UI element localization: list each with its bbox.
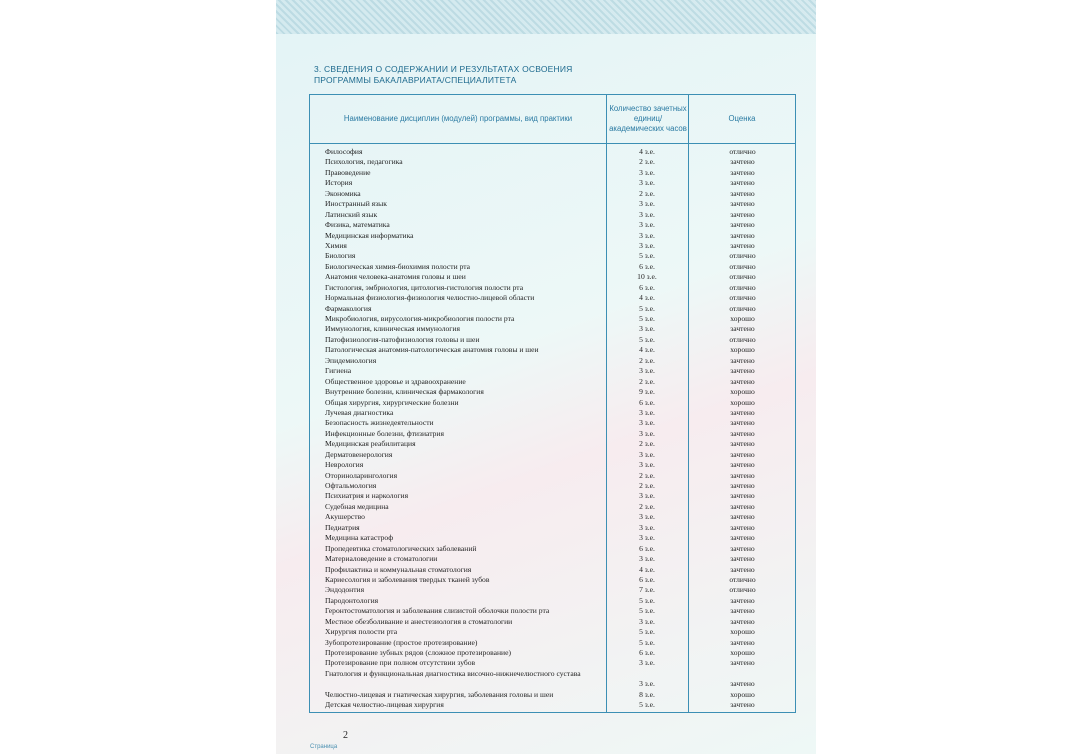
table-row — [310, 460, 795, 470]
grade-value: зачтено — [730, 439, 755, 449]
grade-value: хорошо — [730, 397, 755, 407]
credit-units: 9 з.е. — [639, 387, 655, 397]
discipline-name: Неврология — [325, 460, 364, 470]
credit-units: 3 з.е. — [639, 533, 655, 543]
discipline-name: Лучевая диагностика — [325, 407, 394, 417]
grade-value: зачтено — [730, 418, 755, 428]
table-row — [310, 638, 795, 648]
grade-value: зачтено — [730, 376, 755, 386]
grade-value: зачтено — [730, 209, 755, 219]
credit-units: 3 з.е. — [639, 522, 655, 532]
discipline-name: Офтальмология — [325, 481, 377, 490]
table-row — [310, 700, 795, 710]
credit-units: 4 з.е. — [639, 147, 655, 156]
discipline-name: Детская челюстно-лицевая хирургия — [325, 700, 444, 710]
credit-units: 3 з.е. — [639, 554, 655, 564]
credit-units: 3 з.е. — [639, 512, 655, 522]
discipline-name: Протезирование зубных рядов (сложное протезирование) — [325, 648, 512, 657]
grade-value: хорошо — [730, 314, 755, 323]
credit-units: 6 з.е. — [639, 397, 655, 407]
credit-units: 2 з.е. — [639, 501, 655, 511]
discipline-name: Материаловедение в стоматологии — [325, 554, 438, 564]
credit-units: 6 з.е. — [639, 543, 655, 553]
grade-value: зачтено — [730, 428, 755, 438]
grade-value: зачтено — [730, 512, 755, 522]
grade-value: зачтено — [730, 407, 755, 417]
discipline-name: Зубопротезирование (простое протезирование) — [325, 637, 478, 647]
table-row — [310, 627, 795, 637]
grade-value: отлично — [729, 303, 756, 313]
discipline-name: Латинский язык — [325, 209, 378, 219]
credit-units: 3 з.е. — [639, 209, 655, 219]
table-row — [310, 565, 795, 575]
grade-value: зачтено — [730, 533, 755, 543]
discipline-name: Профилактика и коммунальная стоматология — [325, 564, 472, 574]
table-row — [310, 210, 795, 220]
credit-units: 5 з.е. — [639, 251, 655, 261]
table-row — [310, 304, 795, 314]
grade-value: зачтено — [730, 606, 755, 616]
credit-units: 8 з.е. — [639, 689, 655, 699]
discipline-name: Геронтостоматология и заболевания слизистой оболочки полости рта — [325, 606, 550, 616]
header-credit-units: Количество зачетных единиц/ академических часов — [606, 95, 689, 143]
credit-units: 3 з.е. — [639, 366, 655, 376]
discipline-name: Психология, педагогика — [325, 157, 403, 167]
discipline-name: Фармакология — [325, 303, 372, 313]
table-row — [310, 648, 795, 658]
grade-value: отлично — [729, 574, 756, 584]
grade-value: зачтено — [730, 543, 755, 553]
table-row — [310, 356, 795, 366]
grade-value: отлично — [729, 334, 756, 344]
table-row — [310, 690, 795, 700]
discipline-name: Гистология, эмбриология, цитология-гистология полости рта — [325, 282, 524, 292]
table-row — [310, 251, 795, 261]
table-row — [310, 283, 795, 293]
grade-value: зачтено — [730, 460, 755, 470]
discipline-name: Местное обезболивание и анестезиология в стоматологии — [325, 616, 513, 626]
discipline-name: Оториноларингология — [325, 470, 398, 480]
heading-line-2: ПРОГРАММЫ БАКАЛАВРИАТА/СПЕЦИАЛИТЕТА — [314, 75, 517, 85]
security-pattern — [276, 0, 816, 34]
credit-units: 6 з.е. — [639, 648, 655, 657]
table-row — [310, 157, 795, 167]
table-row — [310, 575, 795, 585]
table-row — [310, 617, 795, 627]
table-row — [310, 314, 795, 324]
credit-units: 3 з.е. — [639, 658, 655, 668]
table-row — [310, 491, 795, 501]
table-row — [310, 429, 795, 439]
credit-units: 3 з.е. — [639, 616, 655, 626]
discipline-name: Челюстно-лицевая и гнатическая хирургия, заболевания головы и шеи — [325, 689, 554, 699]
credit-units: 3 з.е. — [639, 460, 655, 470]
table-row — [310, 398, 795, 408]
table-row — [310, 220, 795, 230]
grade-value: хорошо — [730, 387, 755, 397]
table-row — [310, 606, 795, 616]
discipline-name: Дерматовенерология — [325, 449, 393, 459]
discipline-name: Судебная медицина — [325, 501, 389, 511]
table-row — [310, 387, 795, 397]
table-row — [310, 345, 795, 355]
table-row — [310, 669, 795, 690]
heading-line-1: 3. СВЕДЕНИЯ О СОДЕРЖАНИИ И РЕЗУЛЬТАТАХ ОСВОЕНИЯ — [314, 64, 573, 74]
discipline-name: Пародонтология — [325, 595, 379, 605]
credit-units: 7 з.е. — [639, 585, 655, 595]
discipline-name: Химия — [325, 240, 347, 250]
header-grade: Оценка — [688, 95, 795, 143]
grade-value: зачтено — [730, 595, 755, 605]
grade-value: зачтено — [730, 637, 755, 647]
diploma-page — [276, 0, 816, 754]
discipline-name: Биологическая химия-биохимия полости рта — [325, 261, 471, 271]
table-body — [310, 147, 795, 711]
credit-units: 6 з.е. — [639, 282, 655, 292]
table-row — [310, 481, 795, 491]
credit-units: 5 з.е. — [639, 334, 655, 344]
discipline-name: Философия — [325, 147, 363, 156]
table-row — [310, 189, 795, 199]
credit-units: 2 з.е. — [639, 188, 655, 198]
table-row — [310, 377, 795, 387]
discipline-name: Эндодонтия — [325, 585, 365, 595]
table-row — [310, 293, 795, 303]
credit-units: 2 з.е. — [639, 157, 655, 167]
grade-value: зачтено — [730, 449, 755, 459]
grade-value: отлично — [729, 147, 756, 156]
credit-units: 3 з.е. — [639, 679, 655, 689]
table-row — [310, 554, 795, 564]
grade-value: зачтено — [730, 188, 755, 198]
credit-units: 3 з.е. — [639, 418, 655, 428]
table-row — [310, 366, 795, 376]
table-row — [310, 178, 795, 188]
grade-value: зачтено — [730, 240, 755, 250]
discipline-name: Педиатрия — [325, 522, 360, 532]
grade-value: зачтено — [730, 157, 755, 167]
page-label: Страница — [310, 744, 338, 750]
grade-value: зачтено — [730, 470, 755, 480]
credit-units: 3 з.е. — [639, 407, 655, 417]
discipline-name: Правоведение — [325, 167, 371, 177]
discipline-name: Внутренние болезни, клиническая фармакология — [325, 387, 484, 397]
table-row — [310, 272, 795, 282]
table-row — [310, 147, 795, 157]
table-row — [310, 450, 795, 460]
grade-value: зачтено — [730, 658, 755, 668]
credit-units: 3 з.е. — [639, 428, 655, 438]
grade-value: отлично — [729, 251, 756, 261]
discipline-name: Медицинская информатика — [325, 230, 414, 240]
discipline-name: Акушерство — [325, 512, 365, 522]
discipline-name: Иностранный язык — [325, 199, 387, 209]
discipline-name: Экономика — [325, 188, 361, 198]
discipline-name: Кариесология и заболевания твердых тканей зубов — [325, 574, 490, 584]
grades-table — [309, 94, 796, 713]
credit-units: 3 з.е. — [639, 230, 655, 240]
table-row — [310, 335, 795, 345]
grade-value: зачтено — [730, 355, 755, 365]
credit-units: 3 з.е. — [639, 167, 655, 177]
table-row — [310, 544, 795, 554]
table-header — [310, 95, 795, 144]
grade-value: зачтено — [730, 554, 755, 564]
credit-units: 2 з.е. — [639, 355, 655, 365]
grade-value: хорошо — [730, 648, 755, 657]
credit-units: 2 з.е. — [639, 481, 655, 490]
credit-units: 5 з.е. — [639, 595, 655, 605]
grade-value: зачтено — [730, 501, 755, 511]
grade-value: зачтено — [730, 522, 755, 532]
grade-value: зачтено — [730, 564, 755, 574]
grade-value: хорошо — [730, 627, 755, 637]
discipline-name: Медицина катастроф — [325, 533, 394, 543]
grade-value: зачтено — [730, 324, 755, 334]
table-row — [310, 533, 795, 543]
discipline-name: Медицинская реабилитация — [325, 439, 416, 449]
credit-units: 10 з.е. — [637, 272, 657, 282]
table-row — [310, 168, 795, 178]
grade-value: зачтено — [730, 616, 755, 626]
grade-value: отлично — [729, 585, 756, 595]
credit-units: 5 з.е. — [639, 627, 655, 637]
section-heading — [314, 64, 614, 86]
table-row — [310, 471, 795, 481]
grade-value: отлично — [729, 282, 756, 292]
discipline-name: Нормальная физиология-физиология челюстно-лицевой области — [325, 293, 535, 303]
table-row — [310, 439, 795, 449]
header-discipline: Наименование дисциплин (модулей) программы, вид практики — [343, 114, 573, 123]
discipline-name: Биология — [325, 251, 356, 261]
grade-value: зачтено — [730, 167, 755, 177]
credit-units: 4 з.е. — [639, 293, 655, 303]
table-row — [310, 502, 795, 512]
table-row — [310, 523, 795, 533]
credit-units: 5 з.е. — [639, 314, 655, 323]
table-row — [310, 262, 795, 272]
table-row — [310, 231, 795, 241]
credit-units: 3 з.е. — [639, 449, 655, 459]
grade-value: хорошо — [730, 689, 755, 699]
grade-value: отлично — [729, 293, 756, 303]
discipline-name: Инфекционные болезни, фтизиатрия — [325, 428, 444, 438]
credit-units: 5 з.е. — [639, 637, 655, 647]
credit-units: 4 з.е. — [639, 564, 655, 574]
grade-value: отлично — [729, 272, 756, 282]
grade-value: отлично — [729, 261, 756, 271]
credit-units: 3 з.е. — [639, 240, 655, 250]
discipline-name: Эпидемиология — [325, 355, 377, 365]
discipline-name: Патофизиология-патофизиология головы и шеи — [325, 334, 480, 344]
credit-units: 2 з.е. — [639, 439, 655, 449]
discipline-name: Гигиена — [325, 366, 352, 376]
grade-value: зачтено — [730, 481, 755, 490]
credit-units: 3 з.е. — [639, 199, 655, 209]
table-row — [310, 658, 795, 668]
discipline-name: Протезирование при полном отсутствии зубов — [325, 658, 476, 668]
discipline-name: История — [325, 178, 353, 188]
table-row — [310, 585, 795, 595]
discipline-name: Пропедевтика стоматологических заболеваний — [325, 543, 477, 553]
credit-units: 3 з.е. — [639, 491, 655, 501]
discipline-name: Физика, математика — [325, 220, 390, 230]
credit-units: 6 з.е. — [639, 574, 655, 584]
table-row — [310, 418, 795, 428]
credit-units: 4 з.е. — [639, 345, 655, 355]
table-row — [310, 408, 795, 418]
discipline-name: Анатомия человека-анатомия головы и шеи — [325, 272, 466, 282]
grade-value: зачтено — [730, 199, 755, 209]
credit-units: 3 з.е. — [639, 324, 655, 334]
table-row — [310, 324, 795, 334]
credit-units: 3 з.е. — [639, 220, 655, 230]
table-row — [310, 199, 795, 209]
grade-value: зачтено — [730, 178, 755, 188]
credit-units: 5 з.е. — [639, 700, 655, 710]
grade-value: зачтено — [730, 491, 755, 501]
grade-value: зачтено — [730, 366, 755, 376]
credit-units: 6 з.е. — [639, 261, 655, 271]
credit-units: 2 з.е. — [639, 376, 655, 386]
discipline-name: Иммунология, клиническая иммунология — [325, 324, 460, 334]
discipline-name: Патологическая анатомия-патологическая анатомия головы и шеи — [325, 345, 539, 355]
discipline-name: Психиатрия и наркология — [325, 491, 409, 501]
grade-value: зачтено — [730, 700, 755, 710]
page-number: 2 — [343, 730, 348, 741]
discipline-name: Общая хирургия, хирургические болезни — [325, 397, 459, 407]
table-row — [310, 512, 795, 522]
grade-value: зачтено — [730, 220, 755, 230]
discipline-name: Гнатология и функциональная диагностика височно-нижнечелюстного сустава — [325, 668, 581, 678]
discipline-name: Безопасность жизнедеятельности — [325, 418, 434, 428]
discipline-name: Микробиология, вирусология-микробиология полости рта — [325, 314, 515, 323]
grade-value: зачтено — [730, 230, 755, 240]
table-row — [310, 596, 795, 606]
table-row — [310, 241, 795, 251]
credit-units: 2 з.е. — [639, 470, 655, 480]
credit-units: 5 з.е. — [639, 606, 655, 616]
discipline-name: Хирургия полости рта — [325, 627, 398, 637]
credit-units: 5 з.е. — [639, 303, 655, 313]
discipline-name: Общественное здоровье и здравоохранение — [325, 376, 466, 386]
credit-units: 3 з.е. — [639, 178, 655, 188]
grade-value: зачтено — [730, 679, 755, 689]
grade-value: хорошо — [730, 345, 755, 355]
